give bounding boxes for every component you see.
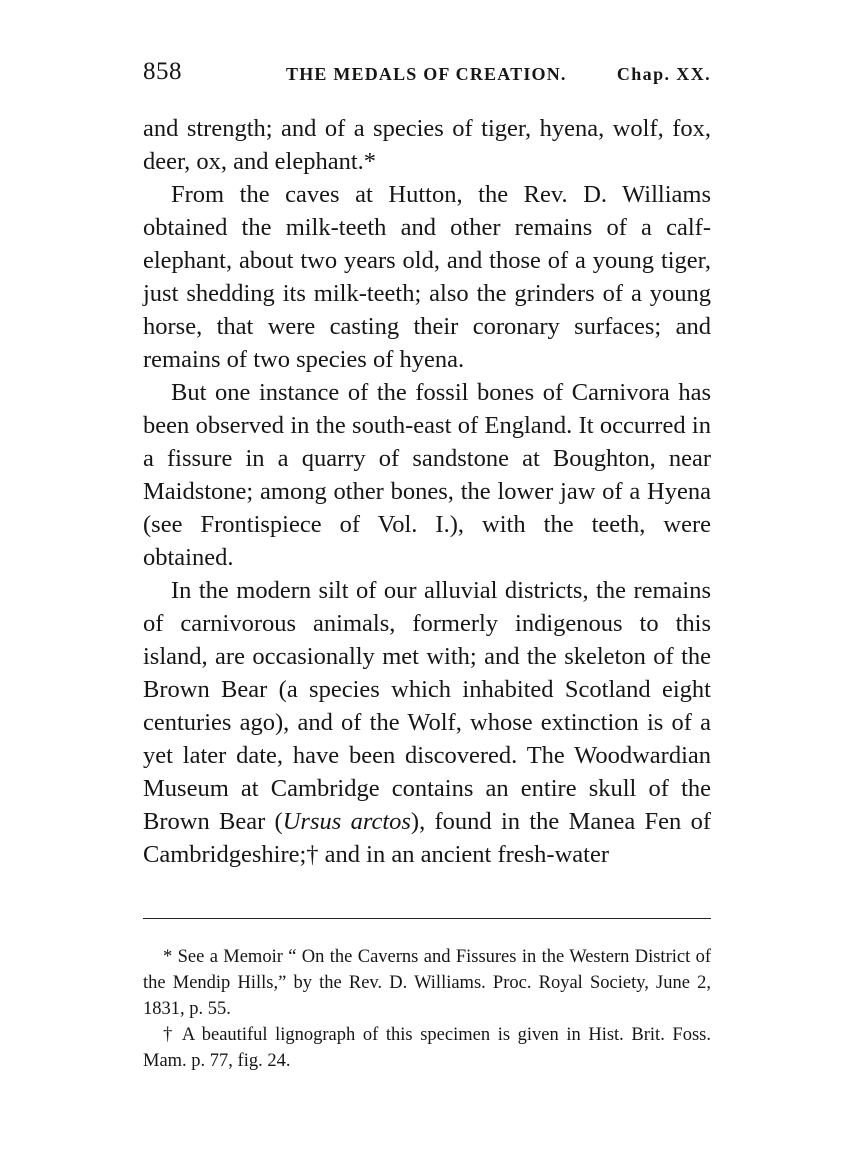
footnote-1: * See a Memoir “ On the Caverns and Fissures in the Western District of the Mendip Hills,” by the Rev. D. Williams. Proc. Royal Society, June 2, 1831, p. 55. [143, 947, 711, 1019]
paragraph-2: From the caves at Hutton, the Rev. D. Williams obtained the milk-teeth and other remains of a calf-elephant, about two years old, and those of a young tiger, just shedding its milk-teeth; also the grinders of a young horse, that were casting their coronary surfaces; and remains of two species of hyena. [143, 181, 711, 373]
paragraph-3: But one instance of the fossil bones of Carnivora has been observed in the south-east of England. It occurred in a fissure in a quarry of sandstone at Boughton, near Maidstone; among other bones, the lower jaw of a Hyena (see Frontispiece of Vol. I.), with the teeth, were obtained. [143, 379, 711, 571]
body-text [143, 112, 711, 871]
paragraph-4-text-after: ), found in the Manea Fen of Cambridgeshire;† and in an ancient fresh-water [143, 808, 712, 868]
paragraph-1: and strength; and of a species of tiger, hyena, wolf, fox, deer, ox, and elephant.* [143, 115, 711, 175]
page-number: 858 [143, 58, 182, 85]
paragraph-4-text-before: In the modern silt of our alluvial districts, the remains of carnivorous animals, formerly indigenous to this island, are occasionally met with; and the skeleton of the Brown Bear (a species which inhabited Scotland eight centuries ago), and of the Wolf, whose extinction is of a yet later date, have been discovered. The Woodwardian Museum at Cambridge contains an entire skull of the Brown Bear ( [143, 577, 711, 835]
footnote-divider [143, 918, 711, 919]
footnote-2: † A beautiful lignograph of this specimen is given in Hist. Brit. Foss. Mam. p. 77, fig. 24. [143, 1025, 711, 1071]
page-header [143, 58, 711, 90]
species-name-italic: Ursus arctos [282, 808, 411, 835]
footnotes [143, 944, 711, 1074]
paragraph-4 [143, 574, 711, 871]
running-title: THE MEDALS OF CREATION. [286, 64, 567, 84]
chapter-label: Chap. XX. [616, 64, 711, 84]
